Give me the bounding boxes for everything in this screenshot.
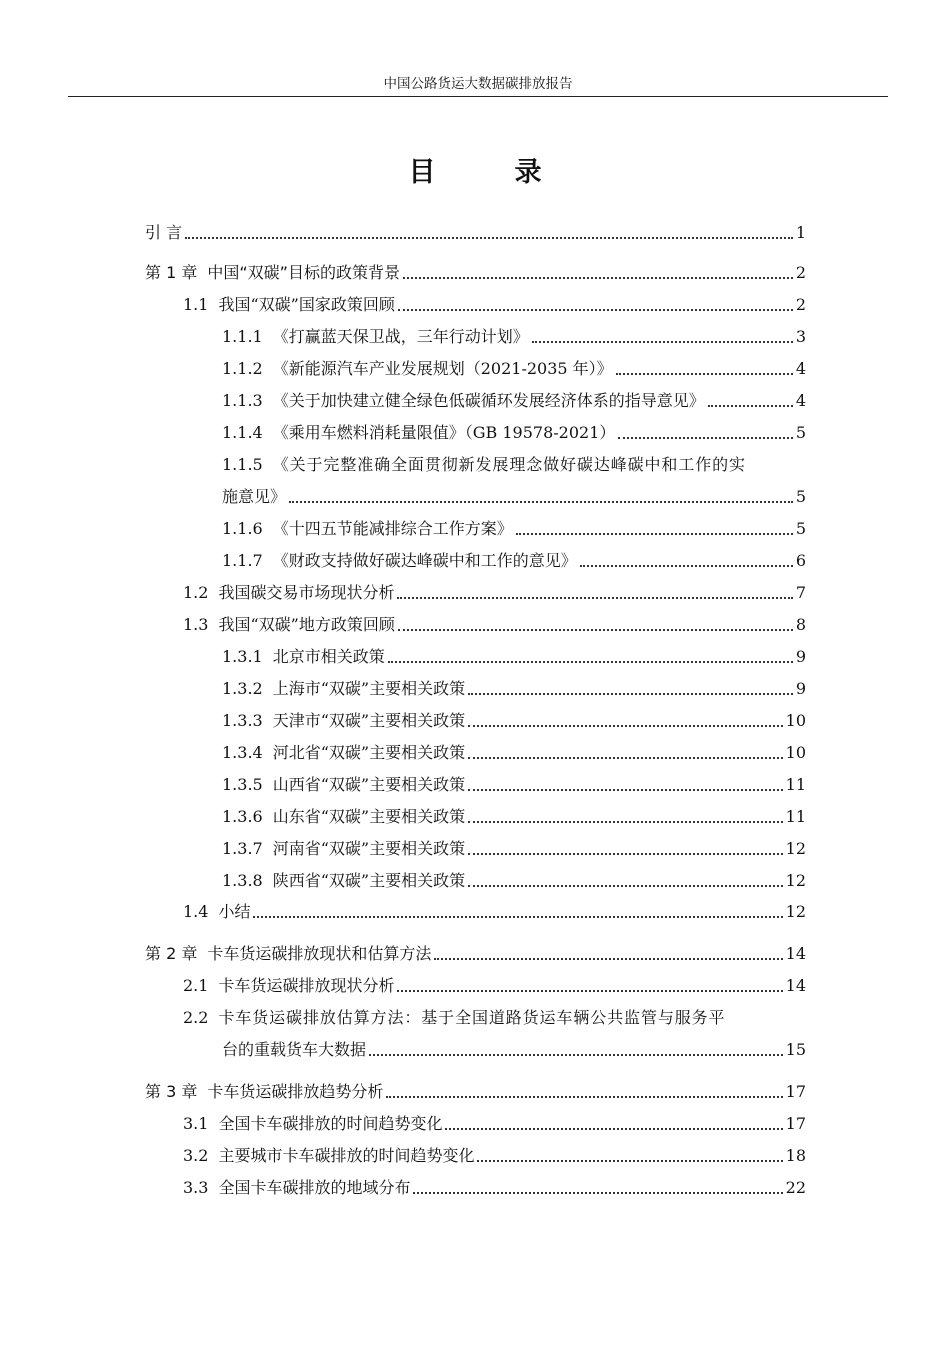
toc-entry[interactable] xyxy=(183,614,806,636)
toc-entry[interactable] xyxy=(183,582,806,604)
toc-entry[interactable] xyxy=(222,806,806,828)
toc-page-number: 10 xyxy=(785,743,806,762)
toc-entry[interactable] xyxy=(222,870,806,892)
toc-entry-title: 卡车货运碳排放现状分析 xyxy=(218,976,395,995)
toc-entry[interactable] xyxy=(222,710,806,732)
toc-entry-number: 3.1 xyxy=(183,1114,209,1133)
toc-entry[interactable] xyxy=(222,678,806,700)
dot-leader xyxy=(386,1096,782,1098)
toc-entry-line1[interactable] xyxy=(222,454,806,476)
toc-entry[interactable] xyxy=(222,486,806,508)
toc-entry-title: 天津市“双碳”主要相关政策 xyxy=(272,711,466,730)
dot-leader xyxy=(398,309,793,311)
toc-entry-title: 《乘用车燃料消耗量限值》（GB 19578-2021） xyxy=(272,423,616,442)
toc-page-number: 5 xyxy=(795,487,806,506)
toc-entry-title: 我国“双碳”地方政策回顾 xyxy=(218,615,395,634)
toc-page-number: 11 xyxy=(785,775,806,794)
toc-entry[interactable] xyxy=(222,838,806,860)
toc-entry[interactable] xyxy=(183,975,806,997)
toc-entry-title: 卡车货运碳排放现状和估算方法 xyxy=(207,944,432,963)
toc-entry-number: 1.1.6 xyxy=(222,519,263,538)
dot-leader xyxy=(477,1160,782,1162)
toc-entry[interactable] xyxy=(183,1145,806,1167)
toc-entry[interactable] xyxy=(222,550,806,572)
dot-leader xyxy=(388,661,793,663)
toc-entry-line1[interactable] xyxy=(183,1007,806,1029)
dot-leader xyxy=(185,237,793,239)
toc-entry-number: 1.4 xyxy=(183,902,209,921)
toc-entry-number: 1.2 xyxy=(183,583,209,602)
toc-entry[interactable] xyxy=(222,742,806,764)
toc-entry-number: 1.1 xyxy=(183,295,209,314)
toc-entry-number: 1.3.4 xyxy=(222,743,263,762)
dot-leader xyxy=(434,958,782,960)
toc-entry-title: 上海市“双碳”主要相关政策 xyxy=(272,679,466,698)
toc-page-number: 17 xyxy=(785,1082,806,1101)
toc-entry-title: 陕西省“双碳”主要相关政策 xyxy=(272,871,466,890)
toc-page-number: 4 xyxy=(795,391,806,410)
dot-leader xyxy=(618,437,792,439)
toc-entry-number: 1.1.4 xyxy=(222,423,263,442)
toc-chapter-entry[interactable] xyxy=(145,222,806,244)
toc-page-number: 9 xyxy=(795,647,806,666)
dot-leader xyxy=(398,629,793,631)
toc-entry-title: 我国碳交易市场现状分析 xyxy=(218,583,395,602)
dot-leader xyxy=(289,501,793,503)
toc-page-number: 11 xyxy=(785,807,806,826)
toc-entry[interactable] xyxy=(222,1039,806,1061)
toc-entry[interactable] xyxy=(222,390,806,412)
toc-entry-title: 《打赢蓝天保卫战，三年行动计划》 xyxy=(272,327,529,346)
toc-entry-number: 1.1.5 xyxy=(222,455,263,474)
dot-leader xyxy=(397,990,782,992)
toc-page-number: 14 xyxy=(785,976,806,995)
dot-leader xyxy=(468,693,793,695)
toc-entry-title: 施意见》 xyxy=(222,487,287,506)
toc-page-number: 1 xyxy=(795,223,806,242)
toc-entry-number: 1.3.5 xyxy=(222,775,263,794)
toc-page-number: 9 xyxy=(795,679,806,698)
toc-chapter-entry[interactable] xyxy=(145,1081,806,1103)
toc-page-number: 10 xyxy=(785,711,806,730)
toc-entry-title: 卡车货运碳排放趋势分析 xyxy=(207,1082,384,1101)
toc-entry-title: 《关于完整准确全面贯彻新发展理念做好碳达峰碳中和工作的实 xyxy=(272,455,746,474)
toc-entry-number: 第 2 章 xyxy=(145,944,198,963)
toc-entry-number: 1.1.7 xyxy=(222,551,263,570)
dot-leader xyxy=(445,1128,782,1130)
dot-leader xyxy=(516,533,793,535)
toc-page-number: 18 xyxy=(785,1146,806,1165)
toc-page-number: 2 xyxy=(795,295,806,314)
dot-leader xyxy=(468,853,783,855)
toc-entry-title: 《财政支持做好碳达峰碳中和工作的意见》 xyxy=(272,551,577,570)
toc-entry-number: 3.3 xyxy=(183,1178,209,1197)
toc-chapter-entry[interactable] xyxy=(145,262,806,284)
toc-entry[interactable] xyxy=(222,774,806,796)
toc-entry-number: 1.1.1 xyxy=(222,327,263,346)
toc-entry-number: 1.3.2 xyxy=(222,679,263,698)
toc-entry[interactable] xyxy=(183,294,806,316)
dot-leader xyxy=(253,916,782,918)
toc-entry-title: 山西省“双碳”主要相关政策 xyxy=(272,775,466,794)
toc-entry-number: 第 1 章 xyxy=(145,263,198,282)
toc-page-number: 5 xyxy=(795,519,806,538)
toc-entry-title: 全国卡车碳排放的地域分布 xyxy=(218,1178,411,1197)
toc-entry[interactable] xyxy=(222,518,806,540)
toc-page-number: 14 xyxy=(785,944,806,963)
toc-entry-title: 北京市相关政策 xyxy=(272,647,385,666)
toc-entry-title: 全国卡车碳排放的时间趋势变化 xyxy=(218,1114,443,1133)
toc-page-number: 12 xyxy=(785,871,806,890)
dot-leader xyxy=(413,1192,782,1194)
toc-entry-title: 我国“双碳”国家政策回顾 xyxy=(218,295,395,314)
dot-leader xyxy=(580,565,793,567)
toc-entry-number: 1.3.3 xyxy=(222,711,263,730)
toc-entry-title: 《关于加快建立健全绿色低碳循环发展经济体系的指导意见》 xyxy=(272,391,705,410)
toc-entry-number: 1.3.6 xyxy=(222,807,263,826)
toc-entry-title: 《新能源汽车产业发展规划（2021-2035 年）》 xyxy=(272,359,613,378)
dot-leader xyxy=(403,277,793,279)
toc-entry-title: 河南省“双碳”主要相关政策 xyxy=(272,839,466,858)
toc-page-number: 15 xyxy=(785,1040,806,1059)
toc-entry-number: 1.1.3 xyxy=(222,391,263,410)
toc-entry-title: 台的重载货车大数据 xyxy=(222,1040,367,1059)
toc-entry-title: 河北省“双碳”主要相关政策 xyxy=(272,743,466,762)
toc-entry[interactable] xyxy=(222,646,806,668)
toc-entry-number: 第 3 章 xyxy=(145,1082,198,1101)
toc-page-number: 22 xyxy=(785,1178,806,1197)
toc-page-number: 12 xyxy=(785,839,806,858)
toc-entry-number: 1.3 xyxy=(183,615,209,634)
dot-leader xyxy=(369,1054,783,1056)
dot-leader xyxy=(468,821,783,823)
toc-entry-title: 中国“双碳”目标的政策背景 xyxy=(207,263,400,282)
dot-leader xyxy=(397,597,792,599)
toc-entry-title: 主要城市卡车碳排放的时间趋势变化 xyxy=(218,1146,475,1165)
toc-entry-title: 《十四五节能减排综合工作方案》 xyxy=(272,519,513,538)
toc-entry[interactable] xyxy=(222,422,806,444)
toc-entry-title: 卡车货运碳排放估算方法：基于全国道路货运车辆公共监管与服务平 xyxy=(218,1008,726,1027)
page-title: 目 录 xyxy=(408,157,568,188)
toc-page-number: 6 xyxy=(795,551,806,570)
toc-page-number: 7 xyxy=(795,583,806,602)
dot-leader xyxy=(708,405,793,407)
toc-page-number: 17 xyxy=(785,1114,806,1133)
toc-page-number: 2 xyxy=(795,263,806,282)
toc-entry-title: 山东省“双碳”主要相关政策 xyxy=(272,807,466,826)
toc-entry[interactable] xyxy=(183,1177,806,1199)
toc-entry-number: 1.3.8 xyxy=(222,871,263,890)
dot-leader xyxy=(468,885,783,887)
toc-page-number: 3 xyxy=(795,327,806,346)
toc-entry-number: 3.2 xyxy=(183,1146,209,1165)
toc-entry[interactable] xyxy=(222,326,806,348)
dot-leader xyxy=(468,757,783,759)
dot-leader xyxy=(468,789,783,791)
toc-chapter-entry[interactable] xyxy=(145,943,806,965)
toc-page-number: 12 xyxy=(785,902,806,921)
toc-page-number: 8 xyxy=(795,615,806,634)
toc-entry[interactable] xyxy=(183,1113,806,1135)
toc-page-number: 5 xyxy=(795,423,806,442)
toc-entry-number: 1.3.7 xyxy=(222,839,263,858)
toc-entry[interactable] xyxy=(222,358,806,380)
dot-leader xyxy=(532,341,793,343)
toc-entry-title: 小结 xyxy=(218,902,251,921)
toc-entry-title: 引 言 xyxy=(145,223,183,242)
toc-entry-number: 2.1 xyxy=(183,976,209,995)
toc-entry-number: 1.1.2 xyxy=(222,359,263,378)
dot-leader xyxy=(616,373,793,375)
toc-entry[interactable] xyxy=(183,901,806,923)
toc-entry-number: 2.2 xyxy=(183,1008,209,1027)
toc-page-number: 4 xyxy=(795,359,806,378)
dot-leader xyxy=(468,725,783,727)
running-header: 中国公路货运大数据碳排放报告 xyxy=(383,76,573,92)
toc-entry-number: 1.3.1 xyxy=(222,647,263,666)
